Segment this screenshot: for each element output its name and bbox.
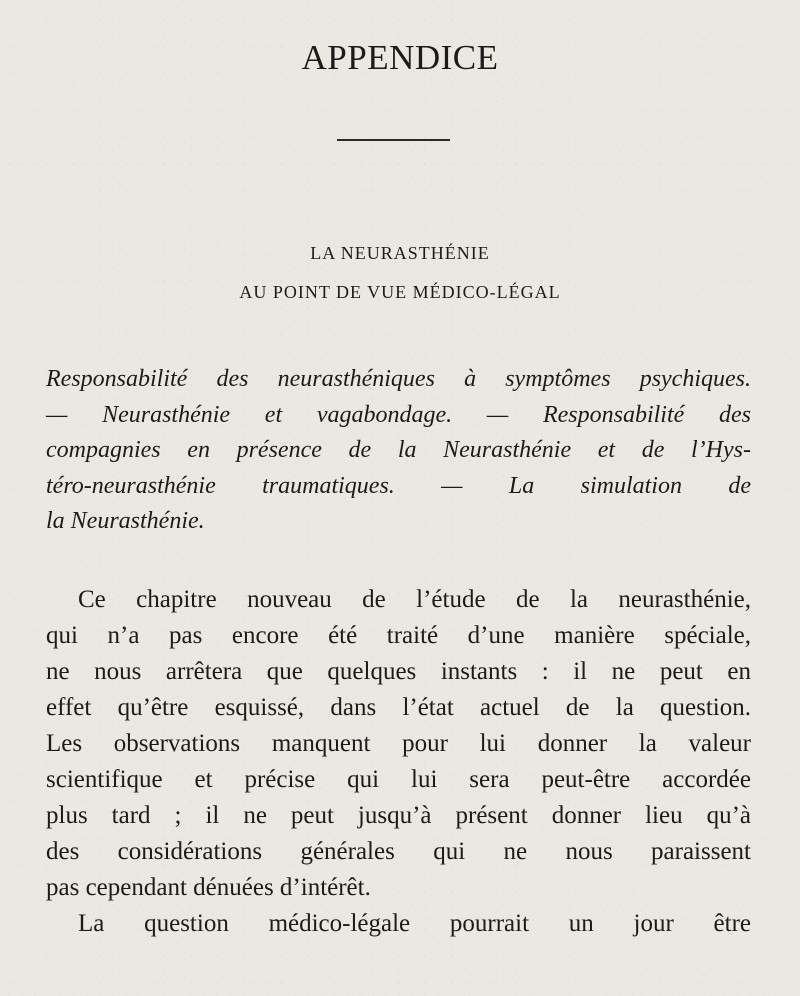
page-heading: APPENDICE <box>301 38 499 77</box>
summary-line: compagnies en présence de la Neurasthénie et de l’Hys- <box>46 437 751 463</box>
body-paragraphs <box>46 582 751 942</box>
body-line: La question médico-légale pourrait un jour être <box>78 910 751 937</box>
body-line: effet qu’être esquissé, dans l’état actuel de la question. <box>46 694 751 721</box>
heading-rule <box>337 139 450 141</box>
body-line: scientifique et précise qui lui sera peut-être accordée <box>46 766 751 793</box>
body-line: plus tard ; il ne peut jusqu’à présent donner lieu qu’à <box>46 802 751 829</box>
body-line: Les observations manquent pour lui donner la valeur <box>46 730 751 757</box>
summary-line: Responsabilité des neurasthéniques à symptômes psychiques. <box>46 366 751 392</box>
summary-line: — Neurasthénie et vagabondage. — Responsabilité des <box>46 401 751 428</box>
body-line: Ce chapitre nouveau de l’étude de la neurasthénie, <box>78 586 751 613</box>
body-line: des considérations générales qui ne nous paraissent <box>46 838 751 865</box>
summary-line: la Neurasthénie. <box>46 508 205 534</box>
section-title-line-1: LA NEURASTHÉNIE <box>310 243 490 263</box>
body-line: ne nous arrêtera que quelques instants : il ne peut en <box>46 658 751 685</box>
chapter-summary <box>46 362 751 540</box>
body-line: pas cependant dénuées d’intérêt. <box>46 874 371 901</box>
summary-line: téro-neurasthénie traumatiques. — La simulation de <box>46 472 751 499</box>
section-title-line-2: AU POINT DE VUE MÉDICO-LÉGAL <box>239 282 561 302</box>
body-line: qui n’a pas encore été traité d’une manière spéciale, <box>46 622 751 649</box>
